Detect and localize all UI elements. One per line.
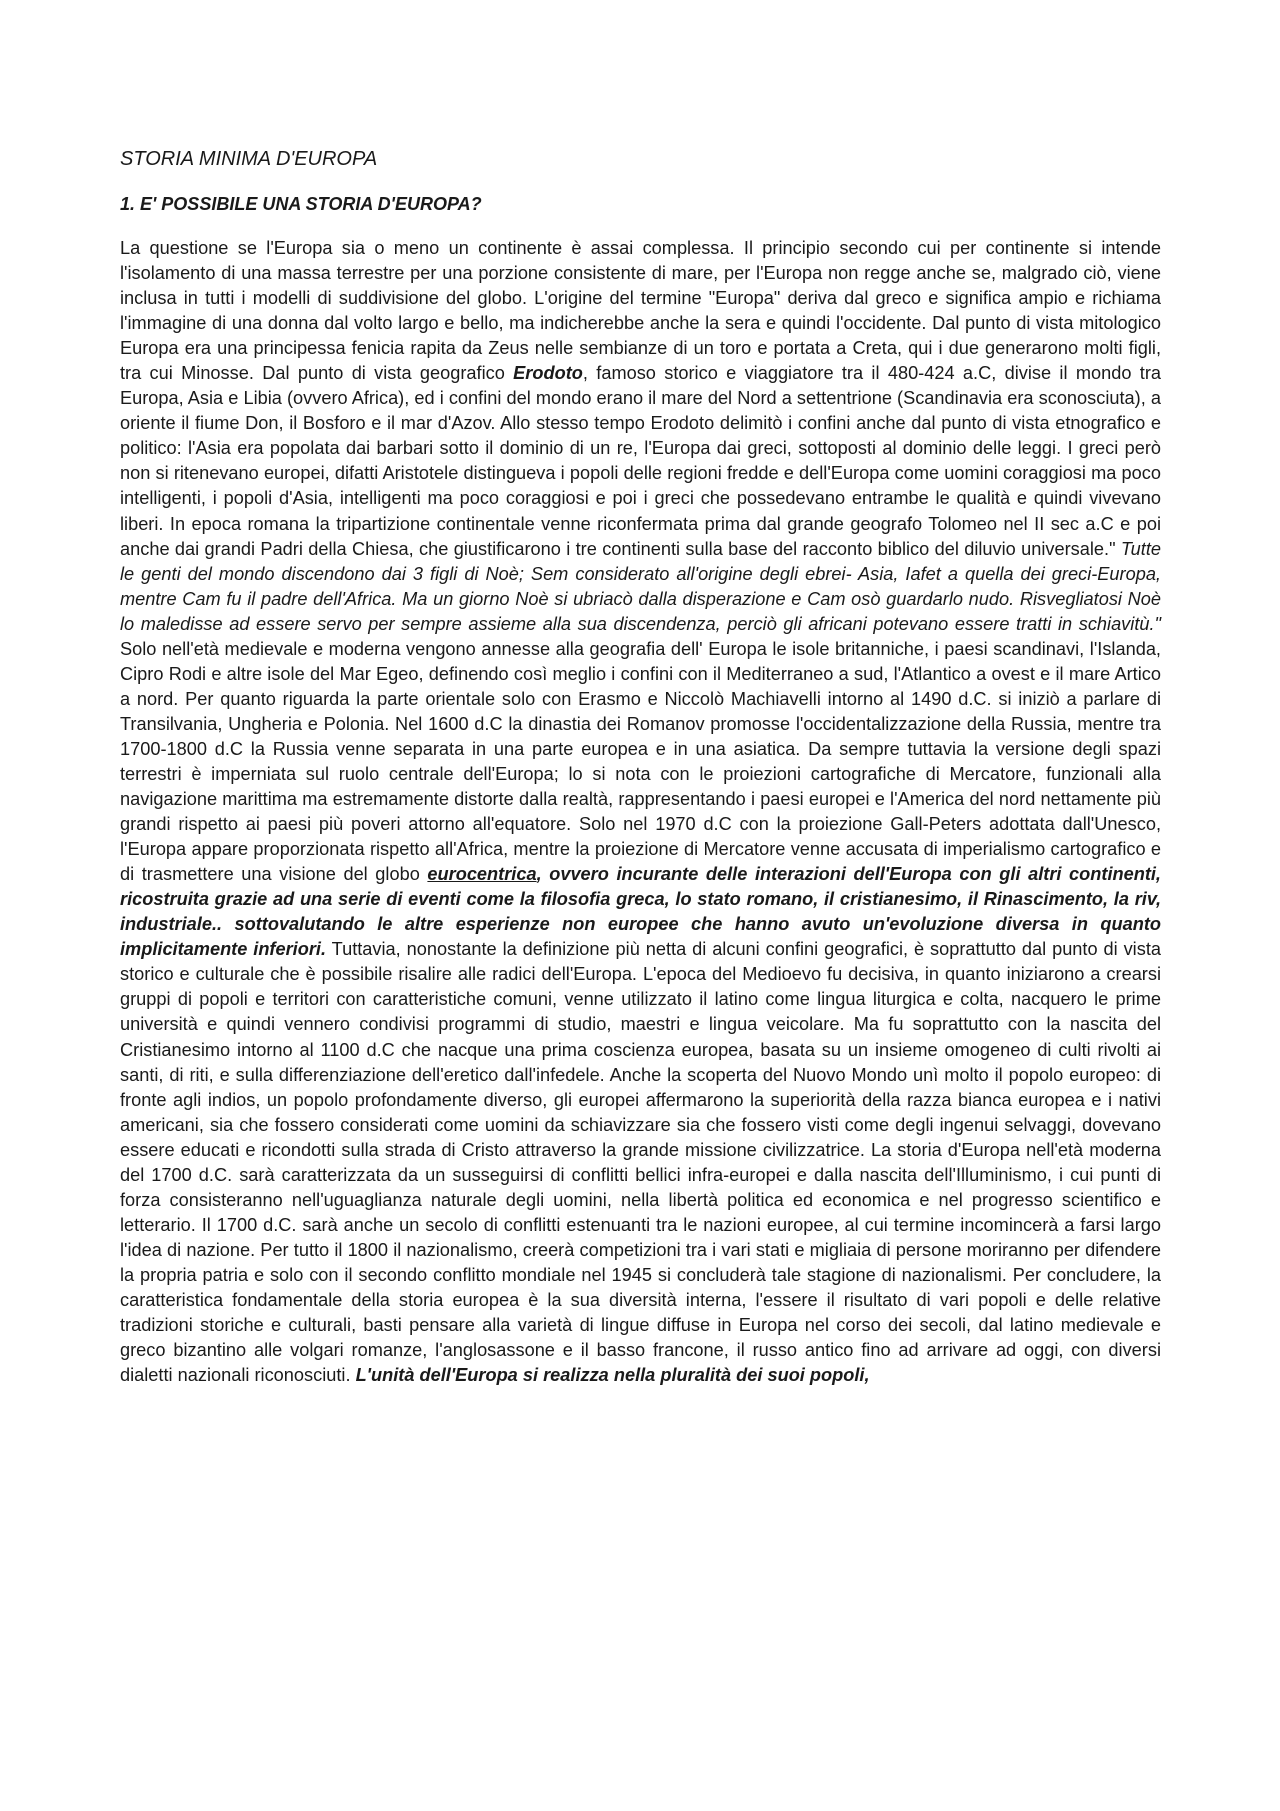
emphasis-eurocentric-definition: , ovvero incurante delle interazioni dell'Europa con gli altri continenti, ricostruita grazie ad una serie di eventi come la filosofia greca, lo stato romano, il cristianesimo, il Rinascimento, la riv, industriale.. sottovalutando le altre esperienze non europee che hanno avuto un'evoluzione diversa in quanto implicitamente inferiori. [120,864,1161,960]
text-segment: , famoso storico e viaggiatore tra il 480-424 a.C, divise il mondo tra Europa, Asia e Libia (ovvero Africa), ed i confini del mondo erano il mare del Nord a settentrione (Scandinavia era sconosciuta), a oriente il fiume Don, il Bosforo e il mar d'Azov. Allo stesso tempo Erodoto delimitò i confini anche dal punto di vista etnografico e politico: l'Asia era popolata dai barbari sotto il dominio di un re, l'Europa dai greci, sottoposti al dominio delle leggi. I greci però non si ritenevano europei, difatti Aristotele distingueva i popoli delle regioni fredde e dell'Europa come uomini coraggiosi ma poco intelligenti, i popoli d'Asia, intelligenti ma poco coraggiosi e poi i greci che possedevano entrambe le qualità e quindi vivevano liberi. In epoca romana la tripartizione continentale venne riconfermata prima dal grande geografo Tolomeo nel II sec a.C e poi anche dai grandi Padri della Chiesa, che giustificarono i tre continenti sulla base del racconto biblico del diluvio universale." [120,363,1161,559]
emphasis-erodoto: Erodoto [513,363,583,384]
text-segment: Solo nell'età medievale e moderna vengono annesse alla geografia dell' Europa le isole britanniche, i paesi scandinavi, l'Islanda, Cipro Rodi e altre isole del Mar Egeo, definendo così meglio i confini con il Mediterraneo a sud, l'Atlantico a ovest e il mare Artico a nord. Per quanto riguarda la parte orientale solo con Erasmo e Niccolò Machiavelli intorno al 1490 d.C. si iniziò a parlare di Transilvania, Ungheria e Polonia. Nel 1600 d.C la dinastia dei Romanov promosse l'occidentalizzazione della Russia, mentre tra 1700-1800 d.C la Russia venne separata in una parte europea e in una asiatica. Da sempre tuttavia la versione degli spazi terrestri è imperniata sul ruolo centrale dell'Europa; lo si nota con le proiezioni cartografiche di Mercatore, funzionali alla navigazione marittima ma estremamente distorte dalla realtà, rappresentando i paesi europei e l'America del nord nettamente più grandi rispetto ai paesi più poveri attorno all'equatore. Solo nel 1970 d.C con la proiezione Gall-Peters adottata dall'Unesco, l'Europa appare proporzionata rispetto all'Africa, mentre la proiezione di Mercatore venne accusata di imperialismo cartografico e di trasmettere una visione del globo [120,638,1161,885]
section-heading: 1. E' POSSIBILE UNA STORIA D'EUROPA? [120,194,482,214]
document-page [120,146,1161,1388]
emphasis-eurocentrica: eurocentrica [427,864,537,885]
body-paragraph [120,236,1161,1388]
text-segment: Tuttavia, nonostante la definizione più netta di alcuni confini geografici, è soprattutto dal punto di vista storico e culturale che è possibile risalire alle radici dell'Europa. L'epoca del Medioevo fu decisiva, in quanto iniziarono a crearsi gruppi di popoli e territori con caratteristiche comuni, venne utilizzato il latino come lingua liturgica e colta, nacquero le prime università e quindi vennero condivisi programmi di studio, maestri e lingua veicolare. Ma fu soprattutto con la nascita del Cristianesimo intorno al 1100 d.C che nacque una prima coscienza europea, basata su un insieme omogeneo di culti rivolti ai santi, di riti, e sulla differenziazione dell'eretico dall'infedele. Anche la scoperta del Nuovo Mondo unì molto il popolo europeo: di fronte agli indios, un popolo profondamente diverso, gli europei affermarono la superiorità della razza bianca europea e i nativi americani, sia che fossero considerati come uomini da schiavizzare sia che fossero visti come degli ingenui selvaggi, dovevano essere educati e ricondotti sulla strada di Cristo attraverso la grande missione civilizzatrice. La storia d'Europa nell'età moderna del 1700 d.C. sarà caratterizzata da un susseguirsi di conflitti bellici infra-europei e dalla nascita dell'Illuminismo, i cui punti di forza consisteranno nell'uguaglianza naturale degli uomini, nella libertà politica ed economica e nel progresso scientifico e letterario. Il 1700 d.C. sarà anche un secolo di conflitti estenuanti tra le nazioni europee, al cui termine incomincerà a farsi largo l'idea di nazione. Per tutto il 1800 il nazionalismo, creerà competizioni tra i vari stati e migliaia di persone moriranno per difendere la propria patria e solo con il secondo conflitto mondiale nel 1945 si concluderà tale stagione di nazionalismi. Per concludere, la caratteristica fondamentale della storia europea è la sua diversità interna, l'essere il risultato di vari popoli e delle relative tradizioni storiche e culturali, basti pensare alla varietà di lingue diffuse in Europa nel corso dei secoli, dal latino medievale e greco bizantino alle volgari romanze, l'anglosassone e il basso francone, il russo antico fino ad arrivare ad oggi, con diversi dialetti nazionali riconosciuti. [120,939,1161,1386]
document-title: STORIA MINIMA D'EUROPA [120,148,378,170]
emphasis-unity: L'unità dell'Europa si realizza nella pluralità dei suoi popoli, [355,1365,870,1386]
text-segment: La questione se l'Europa sia o meno un continente è assai complessa. Il principio secondo cui per continente si intende l'isolamento di una massa terrestre per una porzione consistente di mare, per l'Europa non regge anche se, malgrado ciò, viene inclusa in tutti i modelli di suddivisione del globo. L'origine del termine "Europa" deriva dal greco e significa ampio e richiama l'immagine di una donna dal volto largo e bello, ma indicherebbe anche la sera e quindi l'occidente. Dal punto di vista mitologico Europa era una principessa fenicia rapita da Zeus nelle sembianze di un toro e portata a Creta, qui i due generarono molti figli, tra cui Minosse. Dal punto di vista geografico [120,238,1161,384]
quote-noe: Tutte le genti del mondo discendono dai 3 figli di Noè; Sem considerato all'origine degli ebrei- Asia, Iafet a quella dei greci-Europa, mentre Cam fu il padre dell'Africa. Ma un giorno Noè si ubriacò dalla disperazione e Cam osò guardarlo nudo. Risvegliatosi Noè lo maledisse ad essere servo per sempre assieme alla sua discendenza, perciò gli africani potevano essere tratti in schiavitù." [120,538,1161,634]
